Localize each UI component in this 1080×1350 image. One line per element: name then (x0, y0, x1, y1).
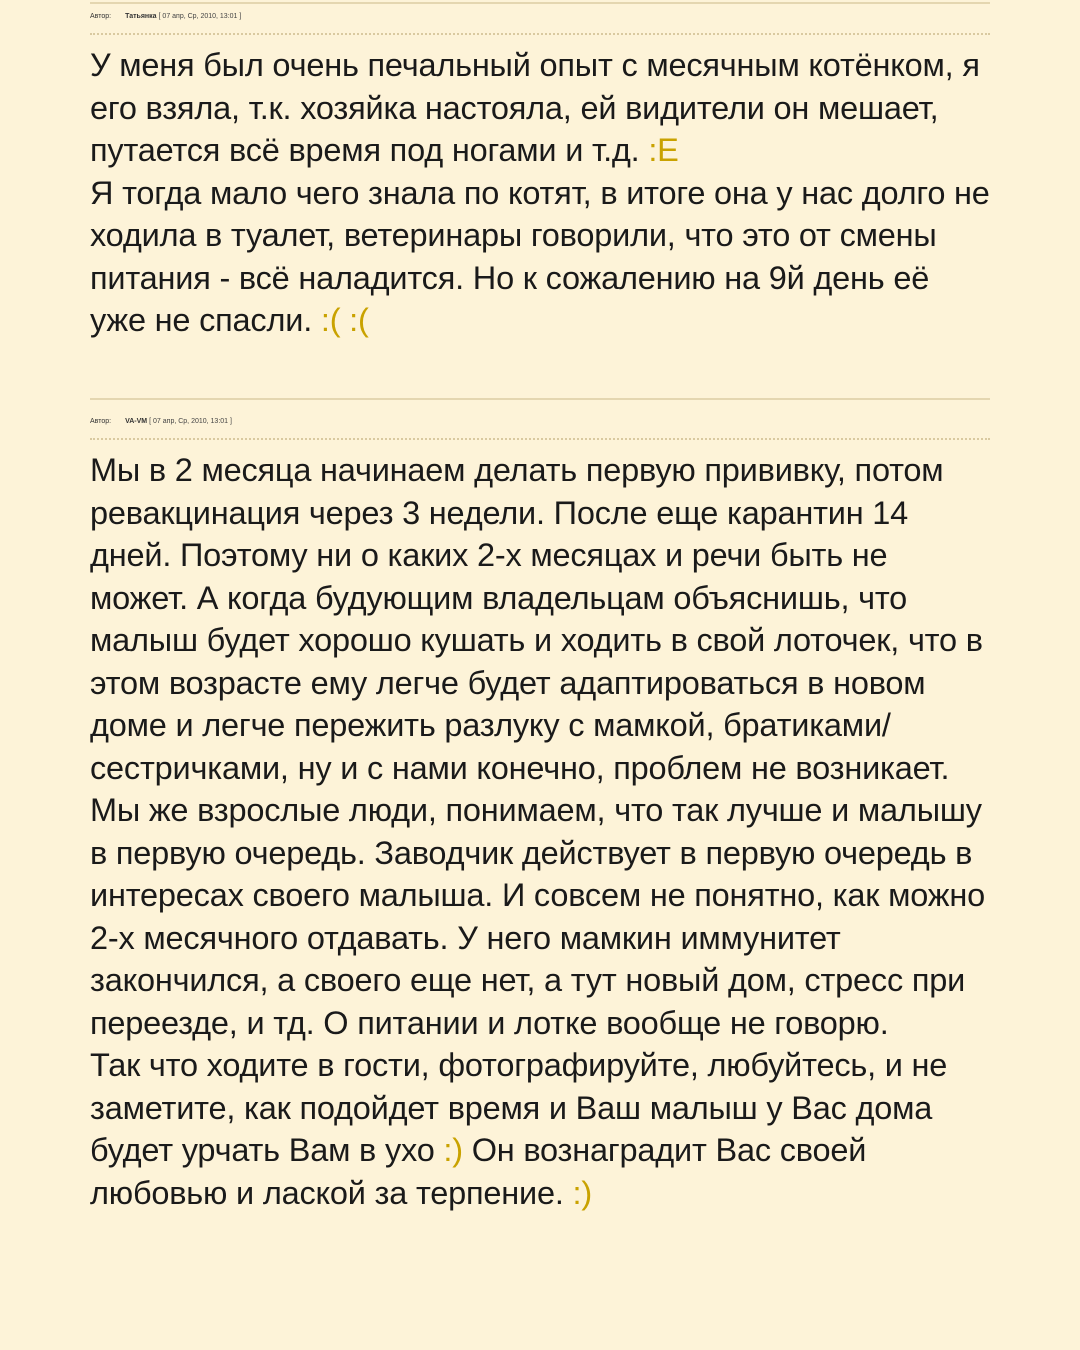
paragraph-text: Мы в 2 месяца начинаем делать первую прививку, потом ревакцинация через 3 недели. После еще карантин 14 дней. Поэтому ни о каких 2-х месяцах и речи быть не может. А когда будующим владельцам объяснишь, что малыш будет хорошо кушать и ходить в свой лоточек, что в этом возрасте ему легче будет адаптироваться в новом доме и легче пережить разлуку с мамкой, братиками/ сестричками, ну и с нами конечно, проблем не возникает. Мы же взрослые люди, понимаем, что так лучше и малышу в первую очередь. Заводчик действует в первую очередь в интересах своего малыша. И совсем не понятно, как можно 2-х месячного отдавать. У него мамкин иммунитет закончился, а своего еще нет, а тут новый дом, стресс при переезде, и тд. О питании и лотке вообще не говорю. (90, 452, 985, 1041)
post-paragraph (90, 44, 990, 172)
meta-divider (90, 438, 990, 440)
top-divider (90, 2, 990, 4)
author-label: Автор: (90, 418, 112, 425)
post-body (90, 44, 990, 342)
paragraph-text: Он вознаградит Вас своей любовью и лаской за терпение. (90, 1132, 867, 1211)
post-paragraph (90, 449, 990, 1044)
meta-divider (90, 33, 990, 35)
post-divider (90, 398, 990, 400)
paragraph-text: У меня был очень печальный опыт с месячным котёнком, я его взяла, т.к. хозяйка настояла, ей видители он мешает, путается всё время под ногами и т.д. (90, 47, 980, 168)
author-label: Автор: (90, 13, 112, 20)
smiley-emoticon: :( :( (320, 302, 369, 338)
forum-post-1 (90, 12, 990, 342)
post-body (90, 449, 990, 1214)
smiley-emoticon: :) (443, 1132, 463, 1168)
post-paragraph (90, 172, 990, 342)
smiley-emoticon: :E (648, 132, 679, 168)
paragraph-text: Я тогда мало чего знала по котят, в итоге она у нас долго не ходила в туалет, ветеринары говорили, что это от смены питания - всё наладится. Но к сожалению на 9й день её уже не спасли. (90, 174, 990, 338)
smiley-emoticon: :) (572, 1174, 592, 1211)
post-date: [ 07 апр, Ср, 2010, 13:01 ] (149, 418, 232, 425)
author-name[interactable]: Татьянка (125, 13, 157, 20)
post-meta (90, 417, 990, 427)
post-meta (90, 12, 990, 22)
author-name[interactable]: VA-VM (125, 418, 148, 425)
post-paragraph (90, 1044, 990, 1214)
forum-post-2 (90, 417, 990, 1214)
paragraph-text: Так что ходите в гости, фотографируйте, любуйтесь, и не заметите, как подойдет время и Ваш малыш у Вас дома будет урчать Вам в ухо (90, 1047, 948, 1168)
post-date: [ 07 апр, Ср, 2010, 13:01 ] (158, 13, 242, 20)
